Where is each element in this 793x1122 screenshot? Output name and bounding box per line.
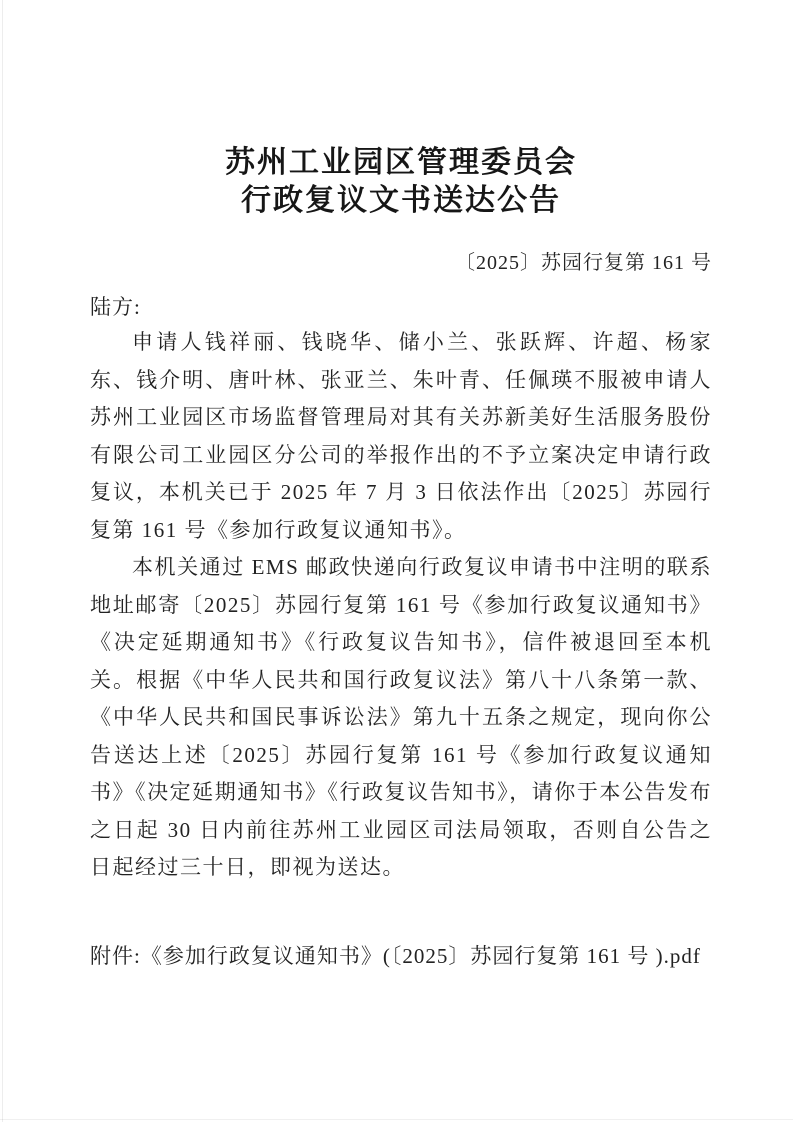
document-number: 〔2025〕苏园行复第 161 号	[455, 252, 712, 274]
addressee: 陆方:	[90, 295, 141, 319]
scan-edge-left	[2, 0, 3, 1122]
document-title	[90, 144, 712, 220]
issuer-title-line: 苏州工业园区管理委员会	[225, 146, 577, 179]
body-paragraph-2: 本机关通过 EMS 邮政快递向行政复议申请书中注明的联系地址邮寄〔2025〕苏园行复第 161 号《参加行政复议通知书》《决定延期通知书》《行政复议告知书》，信件被退回至本机关。根据《中华人民共和国行政复议法》第八十八条第一款、《中华人民共和国民事诉讼法》第九十五条之规定，现向你公告送达上述〔2025〕苏园行复第 161 号《参加行政复议通知书》《决定延期通知书》《行政复议告知书》，请你于本公告发布之日起 30 日内前往苏州工业园区司法局领取，否则自公告之日起经过三十日，即视为送达。	[90, 555, 712, 879]
document-content	[90, 144, 712, 973]
scan-edge-bottom	[0, 1119, 793, 1120]
attachment-line: 附件:《参加行政复议通知书》(〔2025〕苏园行复第 161 号 ).pdf	[90, 943, 701, 968]
notice-title-line: 行政复议文书送达公告	[241, 184, 561, 217]
body-paragraph-1: 申请人钱祥丽、钱晓华、储小兰、张跃辉、许超、杨家东、钱介明、唐叶林、张亚兰、朱叶青、任佩瑛不服被申请人苏州工业园区市场监督管理局对其有关苏新美好生活服务股份有限公司工业园区分公司的举报作出的不予立案决定申请行政复议，本机关已于 2025 年 7 月 3 日依法作出〔2025〕苏园行复第 161 号《参加行政复议通知书》。	[90, 330, 712, 542]
document-body	[90, 324, 712, 887]
